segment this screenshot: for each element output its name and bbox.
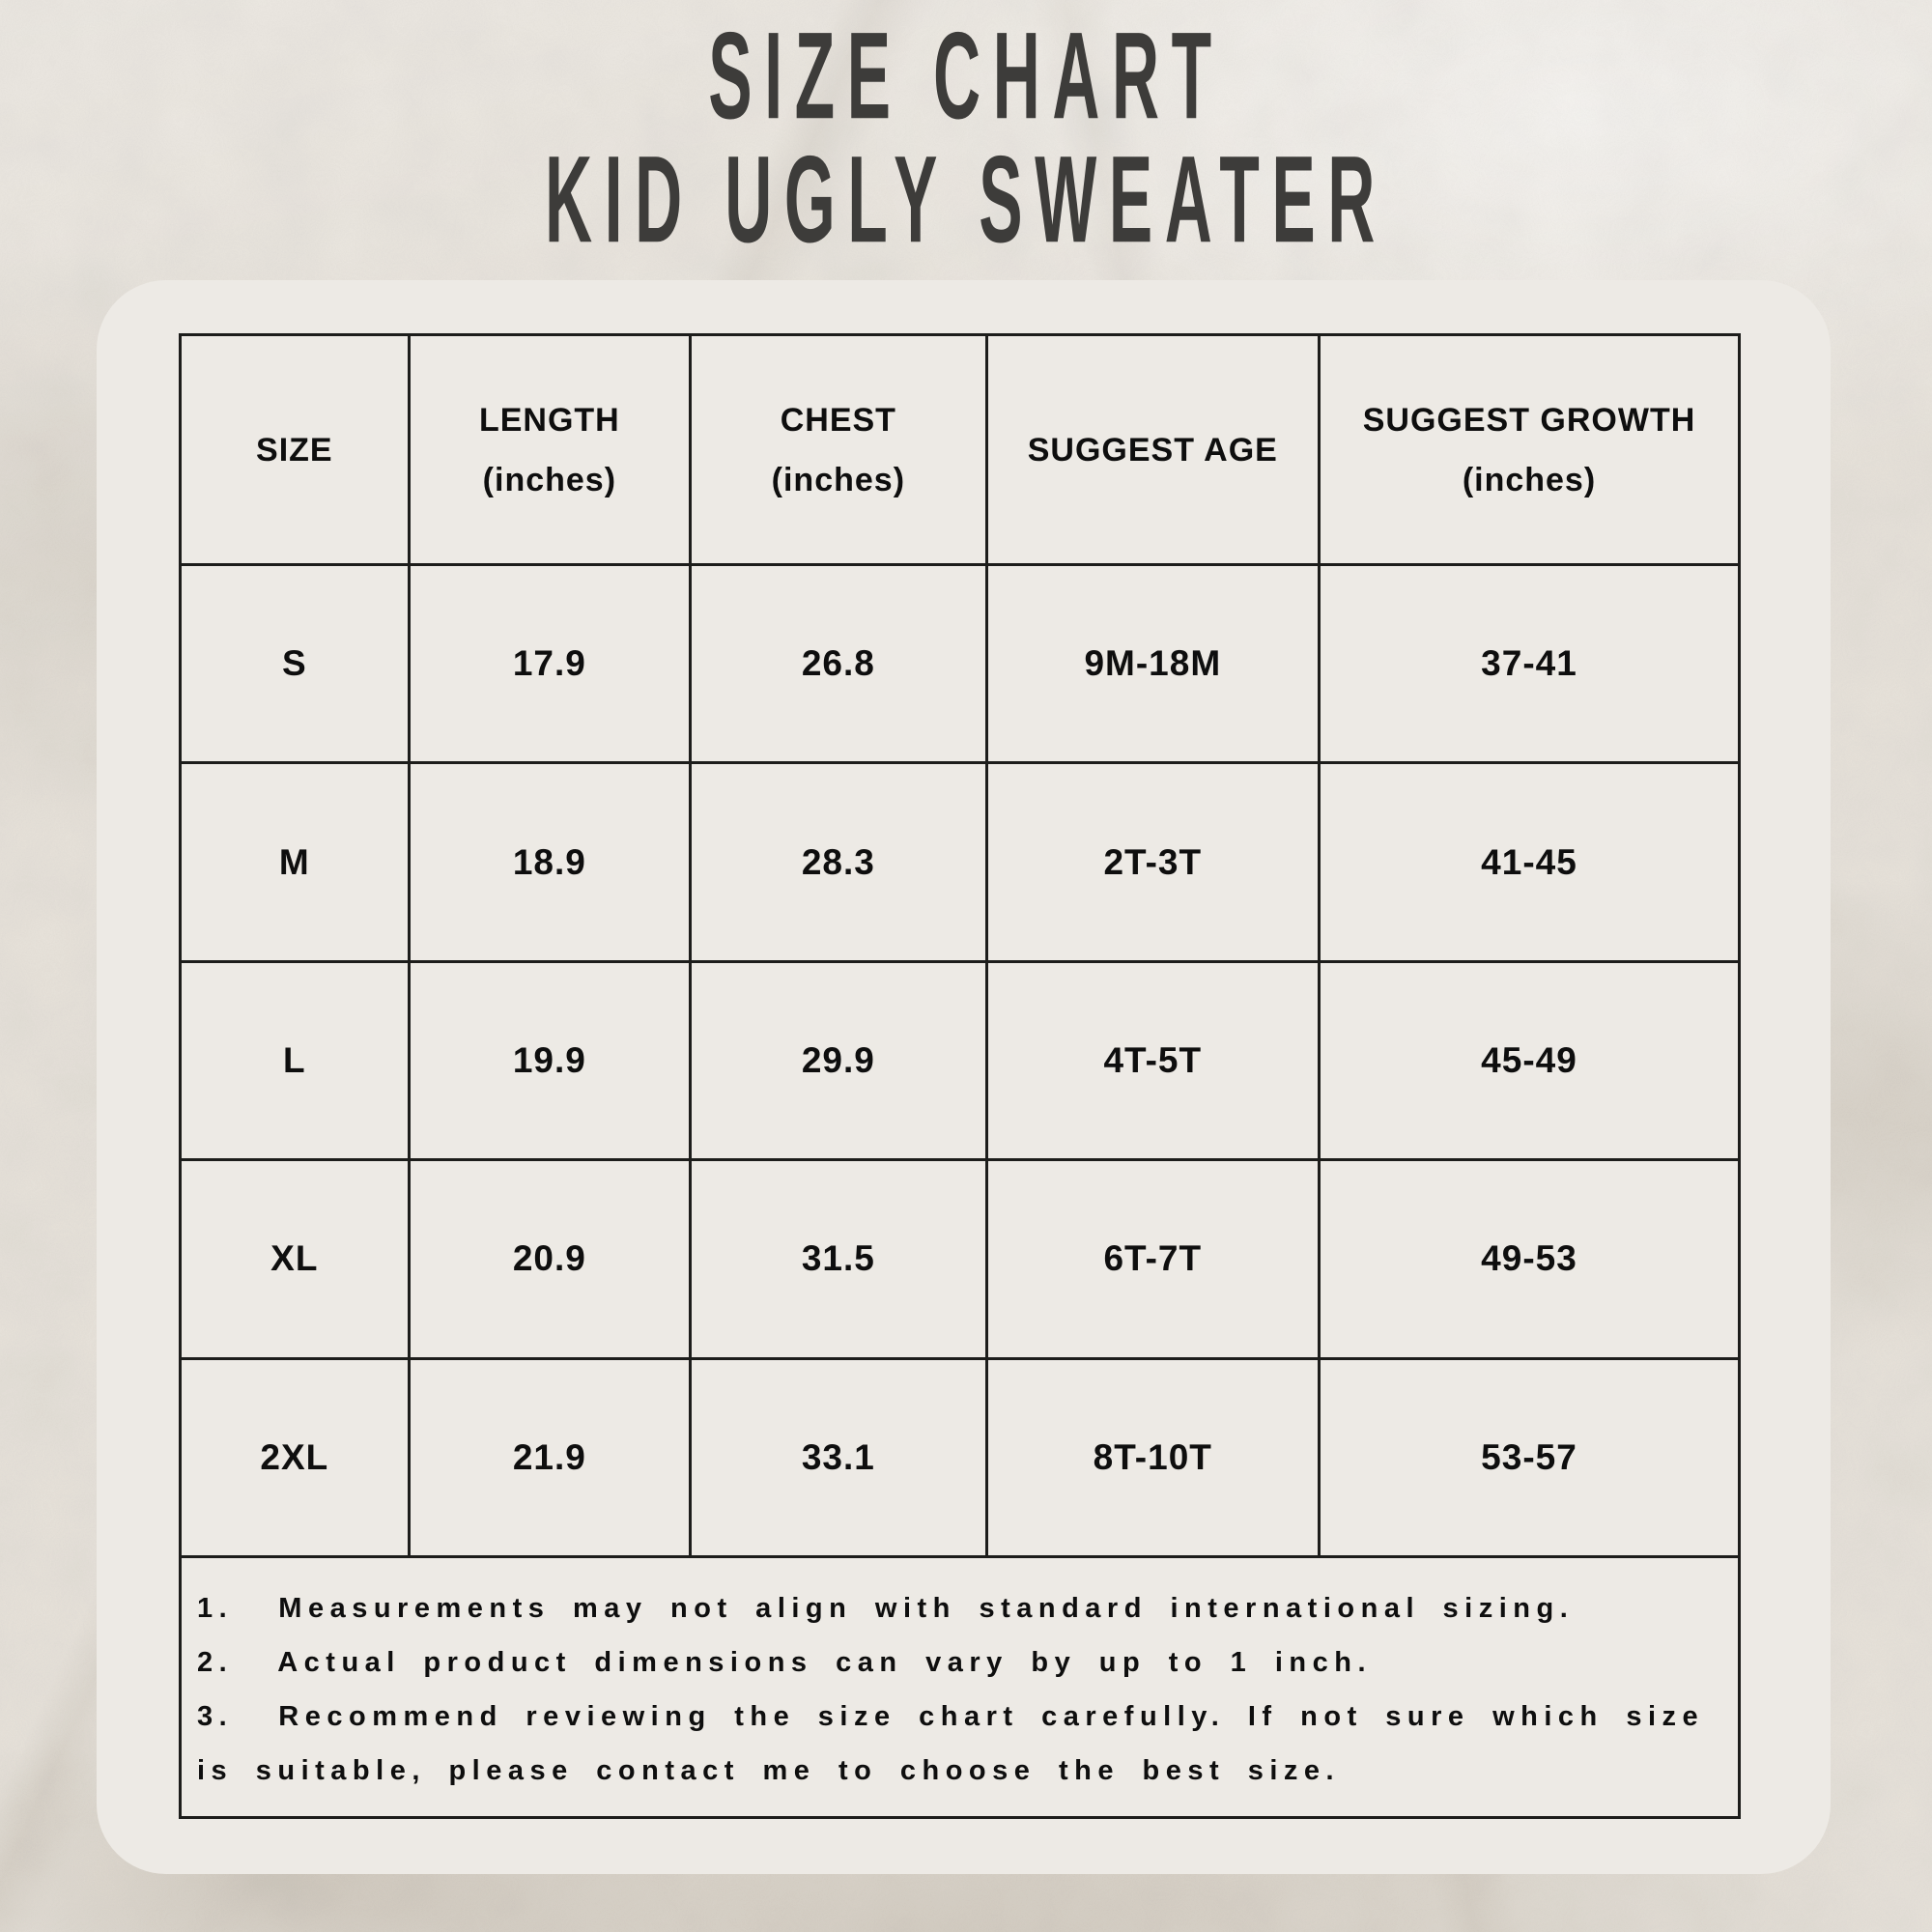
chest-value: 28.3: [801, 841, 875, 882]
col-header-suggest-growth-label: SUGGEST GROWTH: [1362, 401, 1696, 439]
growth-value: 45-49: [1481, 1039, 1577, 1080]
length-value: 18.9: [512, 841, 586, 882]
cell-age-m: [986, 763, 1319, 961]
cell-length-m: [409, 763, 690, 961]
col-header-size: [181, 335, 410, 565]
growth-value: 41-45: [1481, 841, 1577, 882]
size-table: [179, 333, 1741, 1819]
age-value: 4T-5T: [1103, 1039, 1203, 1080]
age-value: 2T-3T: [1103, 841, 1203, 882]
col-header-size-label: SIZE: [256, 431, 333, 469]
cell-chest-s: [691, 565, 986, 763]
col-header-suggest-age: [986, 335, 1319, 565]
col-header-suggest-age-label: SUGGEST AGE: [1027, 431, 1278, 469]
cell-length-2xl: [409, 1358, 690, 1556]
cell-age-2xl: [986, 1358, 1319, 1556]
age-value: 9M-18M: [1084, 643, 1222, 684]
size-value: S: [281, 643, 307, 684]
table-row-s: [181, 565, 1740, 763]
length-value: 19.9: [512, 1039, 586, 1080]
cell-growth-l: [1320, 961, 1740, 1159]
col-header-chest: [691, 335, 986, 565]
table-row-l: [181, 961, 1740, 1159]
page-title: [290, 6, 1642, 269]
cell-size-2xl: [181, 1358, 410, 1556]
size-value: M: [278, 841, 310, 882]
cell-size-l: [181, 961, 410, 1159]
notes-cell: [181, 1557, 1740, 1818]
col-header-suggest-growth: [1320, 335, 1740, 565]
growth-value: 37-41: [1481, 643, 1577, 684]
header-row: [181, 335, 1740, 565]
age-value: 8T-10T: [1093, 1436, 1212, 1477]
cell-growth-xl: [1320, 1160, 1740, 1358]
note-2: 2. Actual product dimensions can vary by up to 1 inch.: [197, 1647, 1373, 1678]
col-header-suggest-growth-unit: (inches): [1462, 461, 1597, 498]
chest-value: 33.1: [801, 1436, 875, 1477]
notes-row: [181, 1557, 1740, 1818]
cell-length-xl: [409, 1160, 690, 1358]
chest-value: 26.8: [801, 643, 875, 684]
cell-growth-m: [1320, 763, 1740, 961]
table-row-xl: [181, 1160, 1740, 1358]
cell-growth-2xl: [1320, 1358, 1740, 1556]
growth-value: 53-57: [1481, 1436, 1577, 1477]
cell-chest-xl: [691, 1160, 986, 1358]
col-header-chest-unit: (inches): [771, 461, 906, 498]
cell-growth-s: [1320, 565, 1740, 763]
cell-size-s: [181, 565, 410, 763]
col-header-length-unit: (inches): [482, 461, 617, 498]
cell-age-s: [986, 565, 1319, 763]
table-row-m: [181, 763, 1740, 961]
cell-age-xl: [986, 1160, 1319, 1358]
note-1: 1. Measurements may not align with standard international sizing.: [197, 1593, 1575, 1624]
cell-size-xl: [181, 1160, 410, 1358]
table-row-2xl: [181, 1358, 1740, 1556]
col-header-chest-label: CHEST: [780, 401, 896, 439]
title-line-2: KID UGLY SWEATER: [545, 129, 1387, 269]
cell-chest-2xl: [691, 1358, 986, 1556]
title-line-1: SIZE CHART: [708, 6, 1224, 145]
cell-age-l: [986, 961, 1319, 1159]
note-3: 3. Recommend reviewing the size chart carefully. If not sure which size is suitable, please contact me to choose the best size.: [197, 1701, 1705, 1786]
age-value: 6T-7T: [1103, 1238, 1203, 1279]
size-value: XL: [270, 1238, 319, 1279]
size-value: 2XL: [260, 1436, 329, 1477]
length-value: 20.9: [512, 1238, 586, 1279]
cell-chest-l: [691, 961, 986, 1159]
growth-value: 49-53: [1481, 1238, 1577, 1279]
col-header-length-label: LENGTH: [478, 401, 620, 439]
chest-value: 31.5: [801, 1238, 875, 1279]
cell-size-m: [181, 763, 410, 961]
size-value: L: [283, 1039, 306, 1080]
length-value: 21.9: [512, 1436, 586, 1477]
cell-length-s: [409, 565, 690, 763]
length-value: 17.9: [512, 643, 586, 684]
chest-value: 29.9: [801, 1039, 875, 1080]
cell-length-l: [409, 961, 690, 1159]
cell-chest-m: [691, 763, 986, 961]
col-header-length: [409, 335, 690, 565]
